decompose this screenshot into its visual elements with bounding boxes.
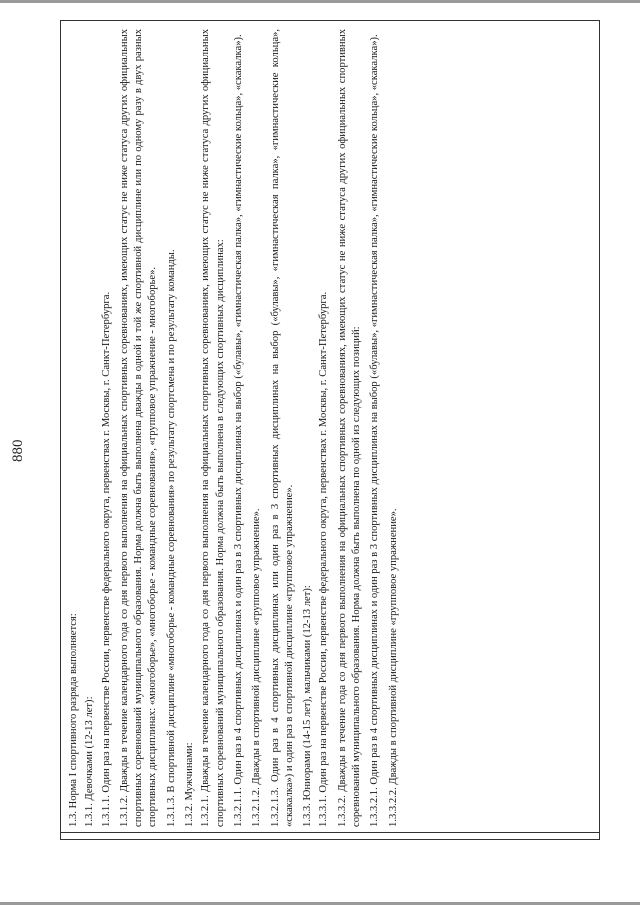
clause: 1.3.1.2. Дважды в течение календарного года со дня первого выполнения на официальных спортивных соревнованиях, имеющих статус не ниже статуса других официальных спортивных соревнований муниципального образования. Норма должна быть выполнена дважды в одной и той же спортивной дисциплине или по одному разу в двух разных спортивных дисциплинах: «многоборье», «многоборье - командные соревнования», «групповое упражнение - многоборье». bbox=[118, 29, 159, 827]
table-content-cell bbox=[67, 29, 595, 827]
clause: 1.3.1.3. В спортивной дисциплине «многоборье - командные соревнования» по результату спортсмена и по результату команды. bbox=[165, 249, 177, 827]
subsection-heading: 1.3.2. Мужчинами: bbox=[184, 742, 196, 827]
rotated-page bbox=[10, 20, 600, 840]
scan-edge-top bbox=[0, 0, 640, 3]
clause: 1.3.3.1. Один раз на первенстве России, первенстве федерального округа, первенствах г. Москвы, г. Санкт-Петербурга. bbox=[318, 291, 330, 827]
clause: 1.3.3.2.2. Дважды в спортивной дисциплине «групповое упражнение». bbox=[387, 508, 399, 827]
document-table bbox=[60, 20, 600, 840]
clause: 1.3.2.1.3. Один раз в 4 спортивных дисциплинах или один раз в 3 спортивных дисциплинах на выбор («булавы», «гимнастическая палка», «гимнастические кольца», «скакалка») и один раз в спортивной дисциплине «групповое упражнение». bbox=[269, 29, 295, 827]
clause: 1.3.2.1.1. Один раз в 4 спортивных дисциплинах и один раз в 3 спортивных дисциплинах на выбор («булавы», «гимнастическая палка», «гимнастические кольца», «скакалка»). bbox=[232, 34, 244, 827]
clause: 1.3.1.1. Один раз на первенстве России, первенстве федерального округа, первенствах г. Москвы, г. Санкт-Петербурга. bbox=[100, 291, 112, 827]
clause: 1.3.3.2. Дважды в течение года со дня первого выполнения на официальных спортивных соревнованиях, имеющих статус не ниже статуса других официальных спортивных соревнований муниципального образования. Норма должна быть выполнена по одной из следующих позиций: bbox=[336, 29, 363, 827]
clause: 1.3.3.2.1. Один раз в 4 спортивных дисциплинах и один раз в 3 спортивных дисциплинах на выбор («булавы», «гимнастическая палка», «гимнастические кольца», «скакалка»). bbox=[369, 34, 381, 827]
section-heading: 1.3. Норма I спортивного разряда выполняется: bbox=[68, 613, 79, 827]
table-left-column bbox=[61, 832, 599, 839]
subsection-heading: 1.3.1. Девочками (12-13 лет): bbox=[84, 696, 96, 827]
subsection-heading: 1.3.3. Юниорами (14-15 лет), мальчиками (12-13 лет): bbox=[302, 585, 314, 827]
clause: 1.3.2.1. Дважды в течение календарного года со дня первого выполнения на официальных спортивных соревнованиях, имеющих статус не ниже статуса других официальных спортивных соревнований муниципального образования. Норма должна быть выполнена в следующих спортивных дисциплинах: bbox=[200, 29, 226, 827]
clause: 1.3.2.1.2. Дважды в спортивной дисциплине «групповое упражнение». bbox=[251, 508, 263, 827]
page-number: 880 bbox=[10, 439, 26, 462]
